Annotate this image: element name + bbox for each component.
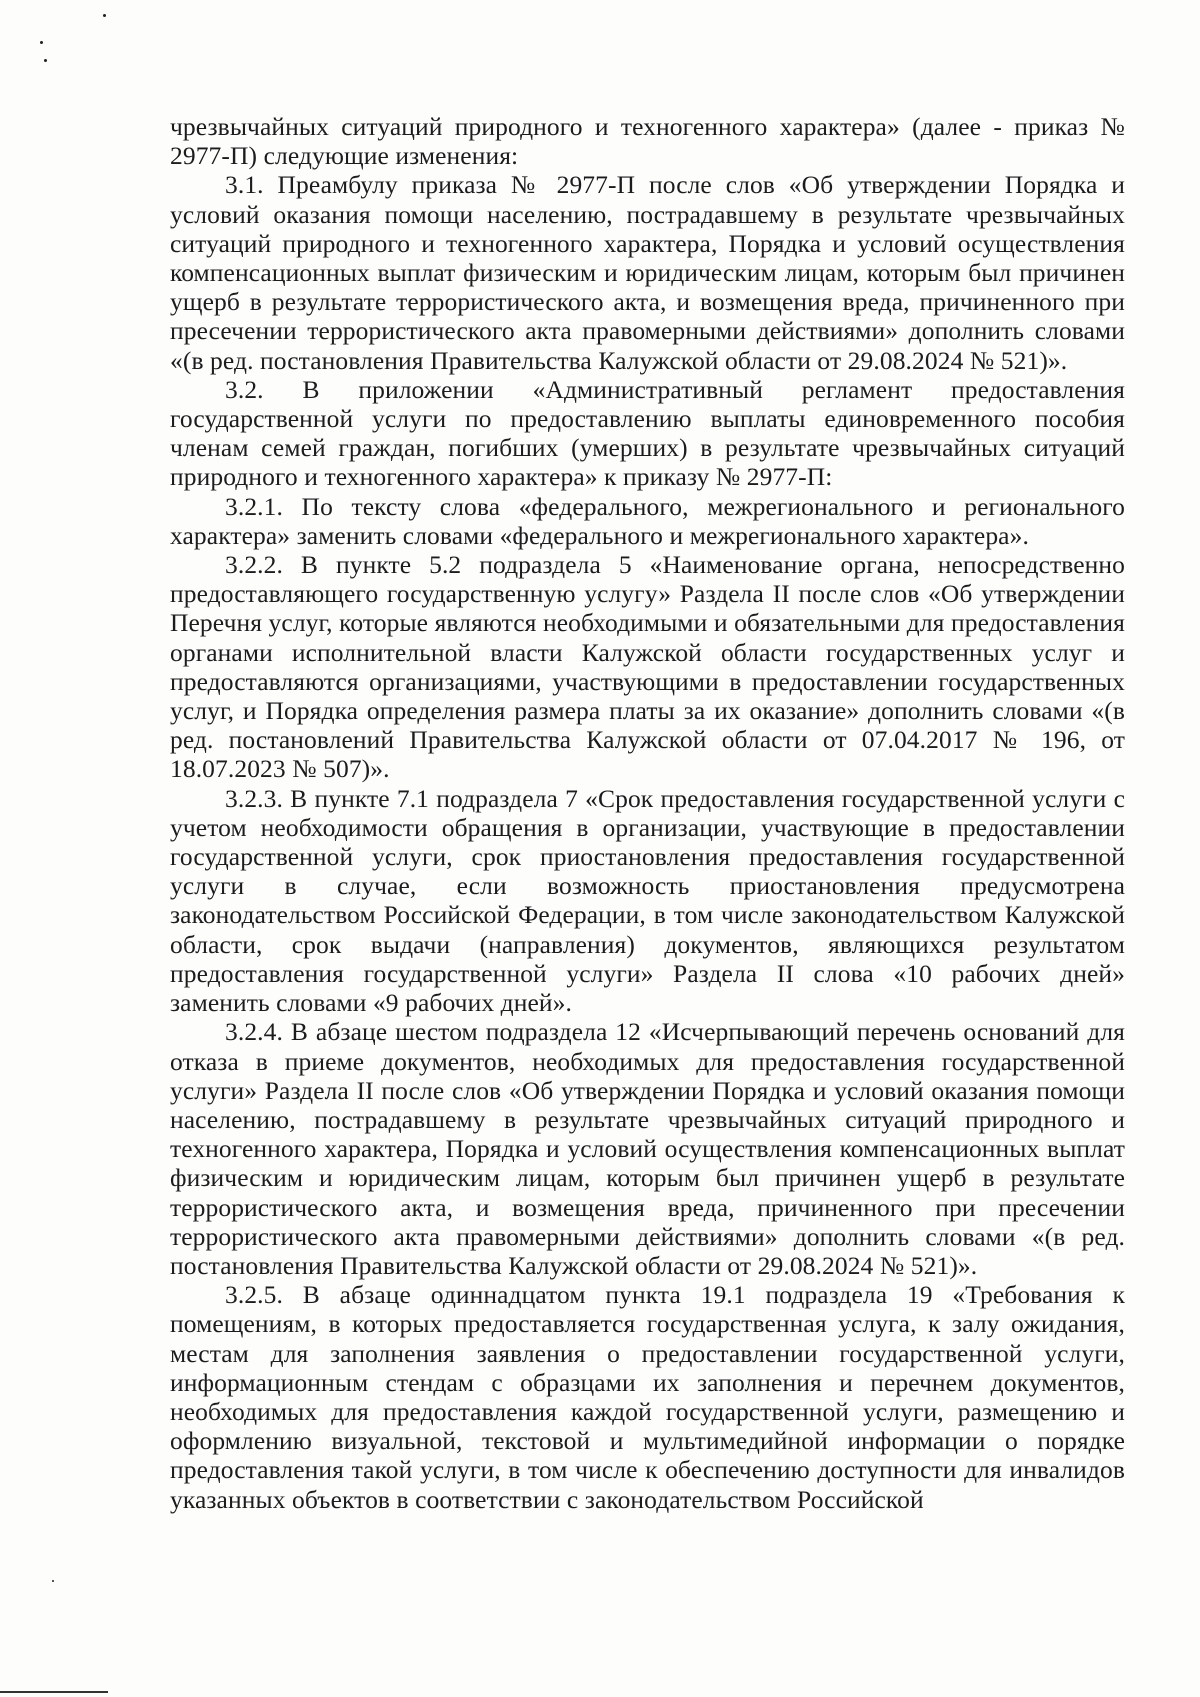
- paragraph-3-1: 3.1. Преамбулу приказа № 2977-П после слов «Об утверждении Порядка и условий оказания помощи населению, пострадавшему в результате чрезвычайных ситуаций природного и техногенного характера, Порядка и условий осуществления компенсационных выплат физическим и юридическим лицам, которым был причинен ущерб в результате террористического акта, и возмещения вреда, причиненного при пресечении террористического акта правомерными действиями» дополнить словами «(в ред. постановления Правительства Калужской области от 29.08.2024 № 521)».: [170, 170, 1125, 375]
- paragraph-continuation: чрезвычайных ситуаций природного и техногенного характера» (далее - приказ № 2977-П) следующие изменения:: [170, 112, 1125, 171]
- paragraph-3-2-3: 3.2.3. В пункте 7.1 подраздела 7 «Срок предоставления государственной услуги с учетом необходимости обращения в организации, участвующие в предоставлении государственной услуги, срок приостановления предоставления государственной услуги в случае, если возможность приостановления предусмотрена законодательством Российской Федерации, в том числе законодательством Калужской области, срок выдачи (направления) документов, являющихся результатом предоставления государственной услуги» Раздела II слова «10 рабочих дней» заменить словами «9 рабочих дней».: [170, 783, 1125, 1018]
- paragraph-3-2-4: 3.2.4. В абзаце шестом подраздела 12 «Исчерпывающий перечень оснований для отказа в приеме документов, необходимых для предоставления государственной услуги» Раздела II после слов «Об утверждении Порядка и условий оказания помощи населению, пострадавшему в результате чрезвычайных ситуаций природного и техногенного характера, Порядка и условий осуществления компенсационных выплат физическим и юридическим лицам, которым был причинен ущерб в результате террористического акта, и возмещения вреда, причиненного при пресечении террористического акта правомерными действиями» дополнить словами «(в ред. постановления Правительства Калужской области от 29.08.2024 № 521)».: [170, 1017, 1125, 1280]
- scan-speck: [103, 14, 106, 17]
- paragraph-3-2-2: 3.2.2. В пункте 5.2 подраздела 5 «Наименование органа, непосредственно предоставляющего государственную услугу» Раздела II после слов «Об утверждении Перечня услуг, которые являются необходимыми и обязательными для предоставления органами исполнительной власти Калужской области государственных услуг и предоставляются организациями, участвующими в предоставлении государственных услуг, и Порядка определения размера платы за их оказание» дополнить словами «(в ред. постановлений Правительства Калужской области от 07.04.2017 № 196, от 18.07.2023 № 507)».: [170, 550, 1125, 784]
- paragraph-3-2: 3.2. В приложении «Административный регламент предоставления государственной услуги по предоставлению выплаты единовременного пособия членам семей граждан, погибших (умерших) в результате чрезвычайных ситуаций природного и техногенного характера» к приказу № 2977-П:: [170, 374, 1125, 492]
- scan-speck: [44, 59, 47, 62]
- document-body: [170, 112, 1125, 1514]
- scan-speck: [40, 41, 43, 44]
- paragraph-3-2-1: 3.2.1. По тексту слова «федерального, межрегионального и регионального характера» заменить словами «федерального и межрегионального характера».: [170, 491, 1125, 550]
- scan-speck: [52, 1580, 54, 1582]
- paragraph-3-2-5: 3.2.5. В абзаце одиннадцатом пункта 19.1 подраздела 19 «Требования к помещениям, в которых предоставляется государственная услуга, к залу ожидания, местам для заполнения заявления о предоставлении государственной услуги, информационным стендам с образцами их заполнения и перечнем документов, необходимых для предоставления каждой государственной услуги, размещению и оформлению визуальной, текстовой и мультимедийной информации о порядке предоставления такой услуги, в том числе к обеспечению доступности для инвалидов указанных объектов в соответствии с законодательством Российской: [170, 1280, 1125, 1514]
- page-edge-line: [0, 1691, 108, 1693]
